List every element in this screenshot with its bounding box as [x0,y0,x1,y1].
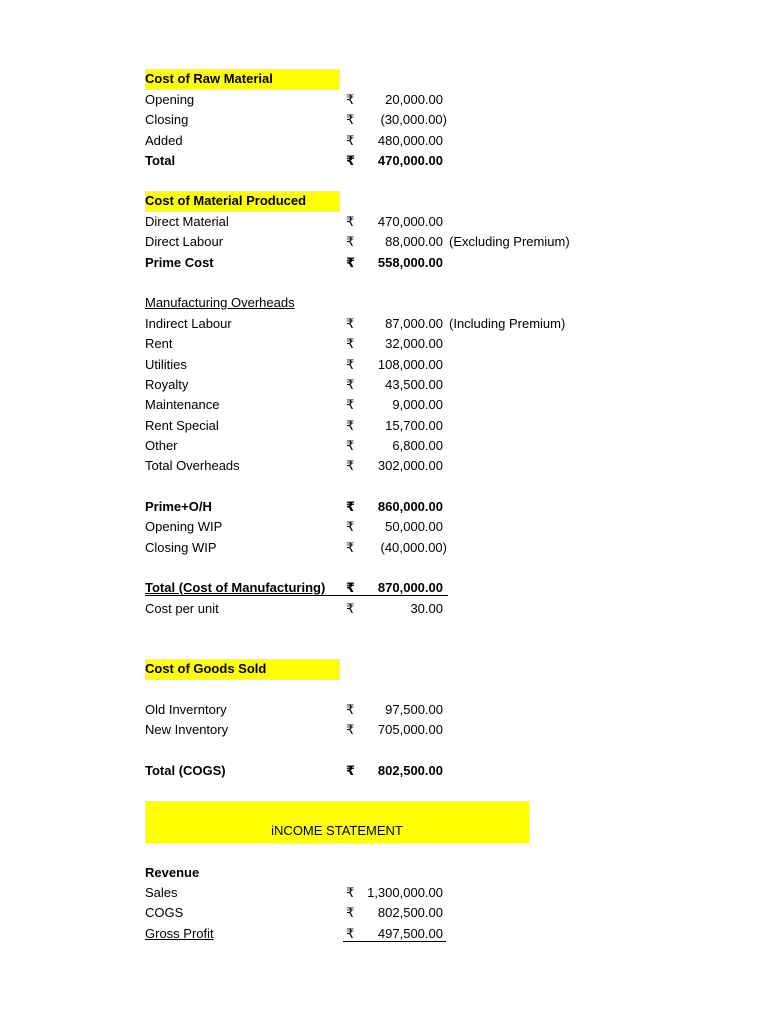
rupee-symbol: ₹ [346,905,355,920]
rupee-symbol: ₹ [346,377,355,392]
row-label: Opening [145,92,195,107]
rupee-symbol: ₹ [346,133,355,148]
row-amount: 470,000.00 [377,153,443,168]
row-label: Rent Special [145,418,219,433]
raw-material-title: Cost of Raw Material [145,71,273,86]
row-old-inventory [145,700,595,720]
row-amount: 50,000.00 [385,519,443,534]
row-amount: 6,800.00 [392,438,443,453]
income-statement-title: iNCOME STATEMENT [271,823,403,838]
row-new-inventory [145,720,595,740]
row-amount: 802,500.00 [377,763,443,778]
row-direct-labour [145,232,595,252]
row-amount: 705,000.00 [377,722,443,737]
row-direct-material [145,212,595,232]
overheads-title: Manufacturing Overheads [145,295,295,310]
row-amount: 802,500.00 [377,905,443,920]
revenue-header [145,863,595,883]
row-label: Closing [145,112,189,127]
rupee-symbol: ₹ [346,763,356,778]
row-closing-wip [145,538,595,558]
row-cogs [145,903,595,923]
material-produced-header [145,191,340,212]
rupee-symbol: ₹ [346,458,355,473]
raw-material-header [145,69,340,90]
overheads-header [145,293,595,313]
row-amount: 558,000.00 [377,255,443,270]
cogs-title: Cost of Goods Sold [145,661,267,676]
row-label: COGS [145,905,184,920]
row-amount: 87,000.00 [385,316,443,331]
row-label: Added [145,133,183,148]
row-amount: 43,500.00 [385,377,443,392]
row-label: Sales [145,885,178,900]
row-raw-total [145,151,595,171]
row-prime-oh [145,497,595,517]
row-added [145,131,595,151]
row-label: Other [145,438,178,453]
row-amount: 88,000.00 [385,234,443,249]
row-note: (Excluding Premium) [449,234,570,249]
row-cost-per-unit [145,599,595,619]
row-amount: 497,500.00 [377,926,443,941]
rupee-symbol: ₹ [346,499,356,514]
row-maintenance [145,395,595,415]
row-royalty [145,375,595,395]
rupee-symbol: ₹ [346,418,355,433]
rupee-symbol: ₹ [346,357,355,372]
row-amount: 32,000.00 [385,336,443,351]
row-rent-special [145,416,595,436]
row-total-cogs [145,761,595,781]
rupee-symbol: ₹ [346,722,355,737]
income-statement-banner [145,801,529,843]
row-amount: (30,000.00) [380,112,447,127]
rupee-symbol: ₹ [346,926,355,941]
rupee-symbol: ₹ [346,336,355,351]
row-label: Closing WIP [145,540,217,555]
row-total-overheads [145,456,595,476]
rupee-symbol: ₹ [346,885,355,900]
rupee-symbol: ₹ [346,519,355,534]
row-label: Direct Labour [145,234,224,249]
rupee-symbol: ₹ [346,214,355,229]
row-label: Total [145,153,176,168]
rupee-symbol: ₹ [346,316,355,331]
row-utilities [145,355,595,375]
row-indirect-labour [145,314,595,334]
rupee-symbol: ₹ [346,438,355,453]
row-prime-cost [145,253,595,273]
row-label: Prime Cost [145,255,214,270]
row-opening [145,90,595,110]
row-amount: 1,300,000.00 [367,885,443,900]
row-opening-wip [145,517,595,537]
row-label: New Inventory [145,722,229,737]
row-label: Gross Profit [145,926,214,941]
rupee-symbol: ₹ [346,255,356,270]
row-amount: 860,000.00 [377,499,443,514]
rupee-symbol: ₹ [346,397,355,412]
row-rent [145,334,595,354]
row-label: Royalty [145,377,189,392]
row-closing [145,110,595,130]
cogs-header [145,659,340,680]
total-underline [145,595,448,596]
rupee-symbol: ₹ [346,601,355,616]
row-label: Cost per unit [145,601,219,616]
row-label: Direct Material [145,214,229,229]
row-label: Total (Cost of Manufacturing) [145,580,326,595]
rupee-symbol: ₹ [346,112,355,127]
row-amount: 20,000.00 [385,92,443,107]
row-amount: 302,000.00 [377,458,443,473]
row-other [145,436,595,456]
rupee-symbol: ₹ [346,234,355,249]
row-amount: 870,000.00 [377,580,443,595]
row-label: Total Overheads [145,458,240,473]
row-amount: 30.00 [410,601,443,616]
gross-profit-underline [343,941,446,942]
row-amount: (40,000.00) [380,540,447,555]
rupee-symbol: ₹ [346,540,355,555]
row-amount: 9,000.00 [392,397,443,412]
row-amount: 480,000.00 [377,133,443,148]
rupee-symbol: ₹ [346,580,356,595]
row-label: Rent [145,336,173,351]
row-label: Maintenance [145,397,220,412]
rupee-symbol: ₹ [346,702,355,717]
rupee-symbol: ₹ [346,92,355,107]
row-label: Opening WIP [145,519,223,534]
material-produced-title: Cost of Material Produced [145,193,307,208]
row-amount: 15,700.00 [385,418,443,433]
revenue-title: Revenue [145,865,200,880]
row-amount: 97,500.00 [385,702,443,717]
row-sales [145,883,595,903]
row-label: Prime+O/H [145,499,212,514]
row-amount: 470,000.00 [377,214,443,229]
row-label: Indirect Labour [145,316,232,331]
row-note: (Including Premium) [449,316,566,331]
row-amount: 108,000.00 [377,357,443,372]
row-label: Total (COGS) [145,763,226,778]
row-label: Utilities [145,357,187,372]
rupee-symbol: ₹ [346,153,356,168]
row-label: Old Inverntory [145,702,227,717]
